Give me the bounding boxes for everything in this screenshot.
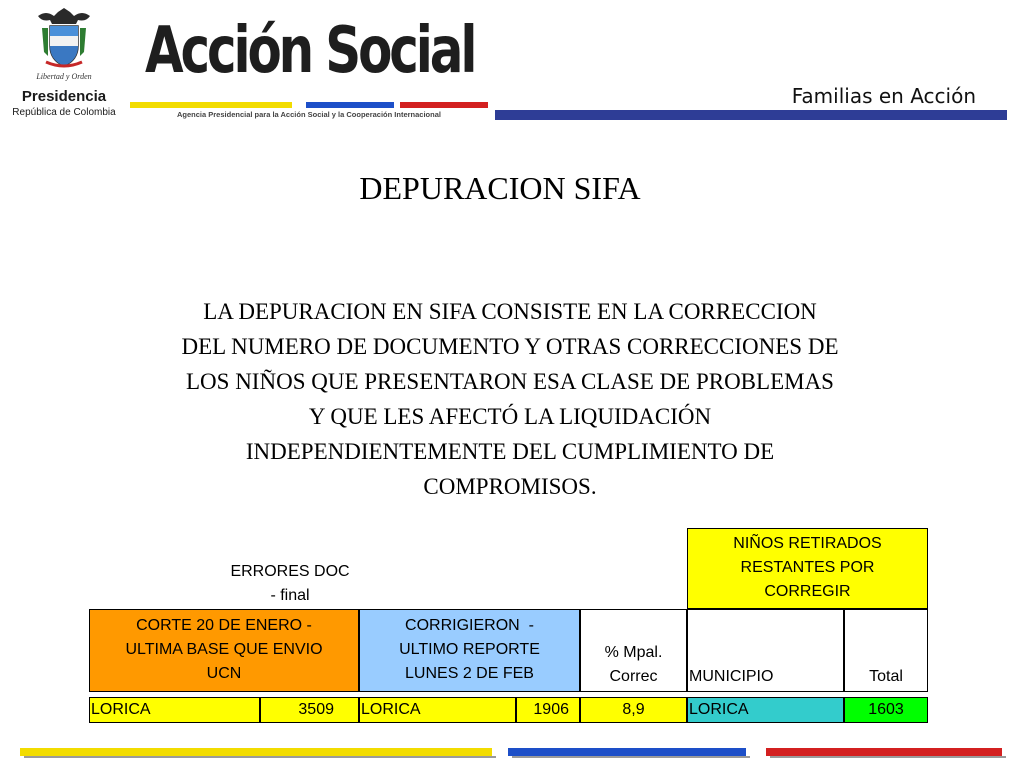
slide-body — [100, 294, 920, 504]
column-header-corrigieron — [359, 609, 580, 692]
column-header-line: Correc — [609, 668, 658, 685]
column-header-municipio — [687, 609, 844, 692]
body-line: COMPROMISOS. — [423, 474, 597, 499]
brand-name: Acción Social — [145, 14, 475, 88]
body-line: Y QUE LES AFECTÓ LA LIQUIDACIÓN — [308, 404, 712, 429]
body-line: LA DEPURACION EN SIFA CONSISTE EN LA CORRECCION — [203, 299, 817, 324]
group-header-line: CORREGIR — [764, 583, 851, 600]
brand-bar-yellow — [130, 102, 292, 108]
footer-bar-shadow — [512, 756, 750, 758]
cell-total-value: 1603 — [844, 697, 928, 723]
column-header-line: LUNES 2 DE FEB — [405, 665, 534, 682]
column-header-line: ULTIMA BASE QUE ENVIO — [125, 641, 323, 658]
crest-subtitle: República de Colombia — [12, 107, 116, 118]
footer-bar-shadow — [24, 756, 496, 758]
cell-municipio-retirados: LORICA — [687, 697, 844, 723]
slide-title: DEPURACION SIFA — [359, 170, 641, 206]
column-header-line: % Mpal. — [604, 644, 663, 661]
column-header-corte — [89, 609, 359, 692]
presidencia-logo — [8, 6, 120, 124]
column-header-pct — [580, 609, 687, 692]
accion-social-logo — [130, 14, 495, 124]
cell-errores-value: 3509 — [260, 697, 359, 723]
body-line: DEL NUMERO DE DOCUMENTO Y OTRAS CORRECCIONES DE — [181, 334, 839, 359]
column-header-line: CORRIGIERON - — [405, 617, 534, 634]
crest-title: Presidencia — [21, 88, 107, 105]
crest-motto: Libertad y Orden — [36, 72, 92, 81]
column-header-line: ULTIMO REPORTE — [399, 641, 540, 658]
cell-municipio-errores: LORICA — [89, 697, 260, 723]
footer-bar-shadow — [770, 756, 1006, 758]
colombia-coat-of-arms-icon — [32, 6, 96, 70]
brand-bar-red — [400, 102, 488, 108]
cell-pct-value: 8,9 — [580, 697, 687, 723]
group-header-line: - final — [270, 587, 310, 604]
column-header-line: Total — [869, 668, 903, 685]
section-label: Familias en Acción — [791, 84, 976, 108]
column-header-total — [844, 609, 928, 692]
column-header-line: MUNICIPIO — [689, 668, 774, 685]
footer-bar-yellow — [20, 748, 492, 756]
header-divider — [495, 110, 1007, 120]
cell-municipio-corrigieron: LORICA — [359, 697, 516, 723]
cell-corrigieron-value: 1906 — [516, 697, 580, 723]
brand-bar-blue — [306, 102, 394, 108]
body-line: INDEPENDIENTEMENTE DEL CUMPLIMIENTO DE — [245, 439, 775, 464]
brand-tagline: Agencia Presidencial para la Acción Social y la Cooperación Internacional — [177, 110, 441, 119]
body-line: LOS NIÑOS QUE PRESENTARON ESA CLASE DE PROBLEMAS — [186, 369, 834, 394]
footer-bar-blue — [508, 748, 746, 756]
group-header-retirados — [687, 528, 928, 609]
group-header-errores — [190, 560, 390, 608]
group-header-line: ERRORES DOC — [230, 563, 350, 580]
column-header-line: CORTE 20 DE ENERO - — [136, 617, 312, 634]
group-header-line: RESTANTES POR — [740, 559, 875, 576]
footer-bar-red — [766, 748, 1002, 756]
column-header-line: UCN — [206, 665, 242, 682]
group-header-line: NIÑOS RETIRADOS — [733, 535, 882, 552]
